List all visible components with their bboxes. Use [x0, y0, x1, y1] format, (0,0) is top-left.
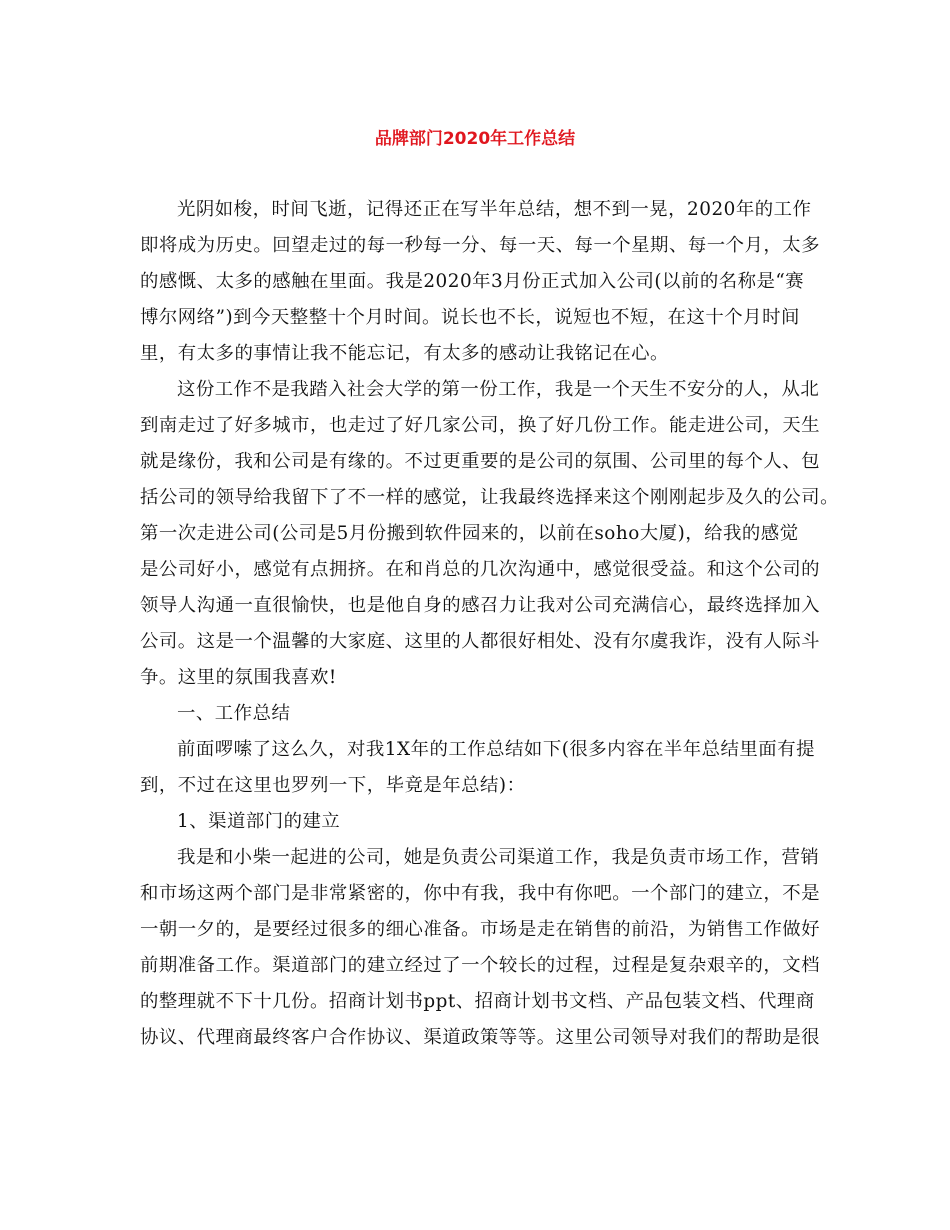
text-line: 前期准备工作。渠道部门的建立经过了一个较长的过程，过程是复杂艰辛的，文档 — [140, 955, 821, 976]
text-line: 和市场这两个部门是非常紧密的，你中有我，我中有你吧。一个部门的建立，不是 — [140, 883, 821, 904]
text-line: 这份工作不是我踏入社会大学的第一份工作，我是一个天生不安分的人，从北 — [177, 379, 820, 400]
subsection-heading: 1、渠道部门的建立 — [177, 811, 341, 832]
text-line: 括公司的领导给我留下了不一样的感觉，让我最终选择来这个刚刚起步及久的公司。 — [140, 487, 839, 508]
text-line: 一朝一夕的，是要经过很多的细心准备。市场是走在销售的前沿，为销售工作做好 — [140, 919, 821, 940]
text-line: 领导人沟通一直很愉快，也是他自身的感召力让我对公司充满信心，最终选择加入 — [140, 595, 821, 616]
text-line: 光阴如梭，时间飞逝，记得还正在写半年总结，想不到一晃，2020年的工作 — [177, 199, 812, 220]
text-line: 的整理就不下十几份。招商计划书ppt、招商计划书文档、产品包装文档、代理商 — [140, 991, 815, 1012]
section-heading: 一、工作总结 — [177, 703, 291, 724]
text-line: 即将成为历史。回望走过的每一秒每一分、每一天、每一个星期、每一个月，太多 — [140, 235, 821, 256]
text-line: 协议、代理商最终客户合作协议、渠道政策等等。这里公司领导对我们的帮助是很 — [140, 1027, 821, 1048]
text-line: 博尔网络”)到今天整整十个月时间。说长也不长，说短也不短，在这十个月时间 — [140, 307, 800, 328]
text-line: 是公司好小，感觉有点拥挤。在和肖总的几次沟通中，感觉很受益。和这个公司的 — [140, 559, 821, 580]
text-line: 第一次走进公司(公司是5月份搬到软件园来的，以前在soho大厦)，给我的感觉 — [140, 523, 799, 544]
text-line: 到南走过了好多城市，也走过了好几家公司，换了好几份工作。能走进公司，天生 — [140, 415, 821, 436]
text-line: 到，不过在这里也罗列一下，毕竟是年总结)： — [140, 775, 526, 796]
text-line: 我是和小柴一起进的公司，她是负责公司渠道工作，我是负责市场工作，营销 — [177, 847, 820, 868]
text-line: 就是缘份，我和公司是有缘的。不过更重要的是公司的氛围、公司里的每个人、包 — [140, 451, 821, 472]
document-title: 品牌部门2020年工作总结 — [374, 129, 576, 149]
text-line: 的感慨、太多的感触在里面。我是2020年3月份正式加入公司(以前的名称是“赛 — [140, 271, 805, 292]
text-line: 前面啰嗦了这么久，对我1X年的工作总结如下(很多内容在半年总结里面有提 — [177, 739, 815, 760]
text-line: 争。这里的氛围我喜欢! — [140, 667, 337, 688]
text-line: 公司。这是一个温馨的大家庭、这里的人都很好相处、没有尔虞我诈，没有人际斗 — [140, 631, 821, 652]
text-line: 里，有太多的事情让我不能忘记，有太多的感动让我铭记在心。 — [140, 343, 669, 364]
